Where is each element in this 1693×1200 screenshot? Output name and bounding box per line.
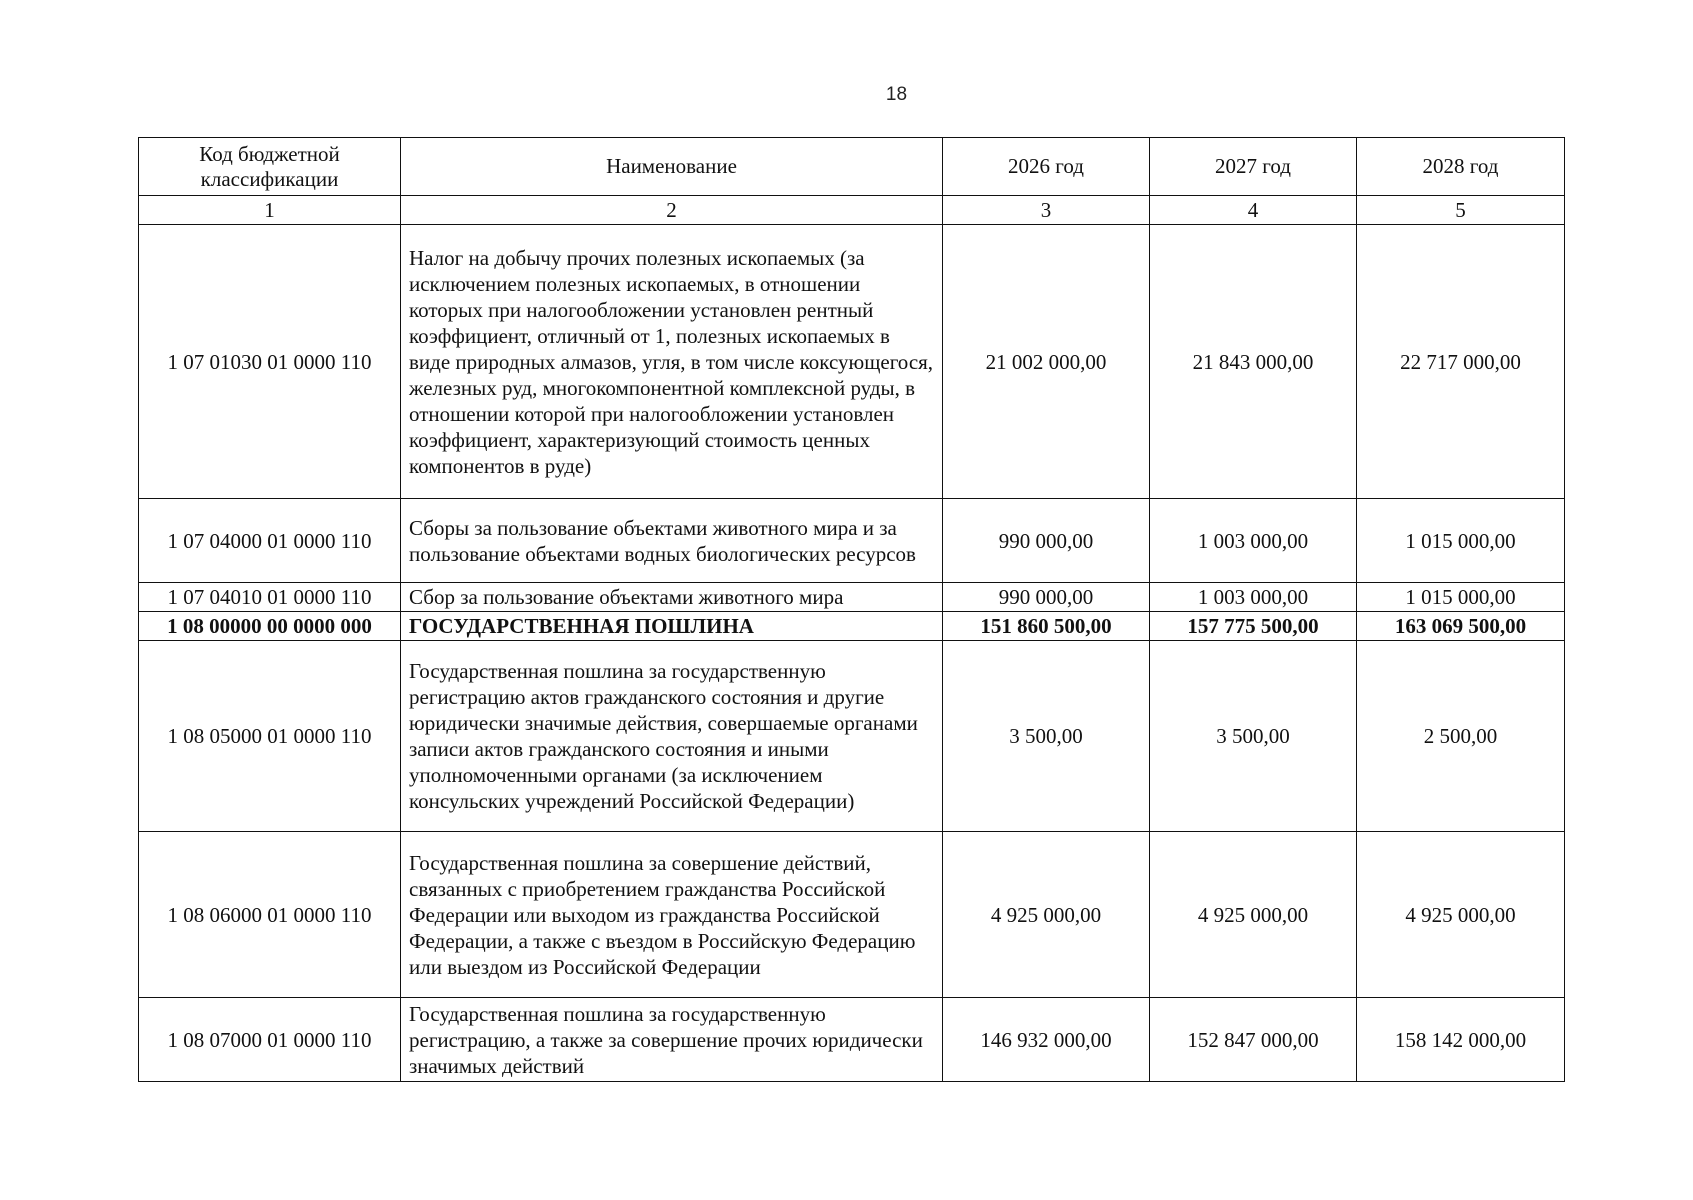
table-row	[139, 641, 1565, 832]
row-code: 1 07 04000 01 0000 110	[139, 499, 401, 583]
row-amount-2028: 1 015 000,00	[1357, 583, 1565, 612]
column-number-row	[139, 196, 1565, 225]
row-amount-2028: 158 142 000,00	[1357, 998, 1565, 1082]
budget-revenue-table	[138, 137, 1565, 1082]
row-name: Государственная пошлина за совершение действий, связанных с приобретением гражданства Российской Федерации или выходом из гражданства Российской Федерации, а также с въездом в Российскую Федерацию или выездом из Российской Федерации	[401, 832, 943, 998]
column-number: 1	[139, 196, 401, 225]
column-number: 3	[943, 196, 1150, 225]
row-name: Государственная пошлина за государственную регистрацию актов гражданского состояния и другие юридически значимые действия, совершаемые органами записи актов гражданского состояния и иными уполномоченными органами (за исключением консульских учреждений Российской Федерации)	[401, 641, 943, 832]
row-amount-2026: 4 925 000,00	[943, 832, 1150, 998]
column-number: 2	[401, 196, 943, 225]
row-name: Государственная пошлина за государственную регистрацию, а также за совершение прочих юридически значимых действий	[401, 998, 943, 1082]
row-amount-2027: 152 847 000,00	[1150, 998, 1357, 1082]
row-name: Сбор за пользование объектами животного мира	[401, 583, 943, 612]
row-amount-2028: 163 069 500,00	[1357, 612, 1565, 641]
row-amount-2027: 157 775 500,00	[1150, 612, 1357, 641]
header-name: Наименование	[401, 138, 943, 196]
row-code: 1 08 05000 01 0000 110	[139, 641, 401, 832]
header-2027: 2027 год	[1150, 138, 1357, 196]
table-row	[139, 583, 1565, 612]
row-amount-2026: 3 500,00	[943, 641, 1150, 832]
row-code: 1 07 04010 01 0000 110	[139, 583, 401, 612]
row-name: Сборы за пользование объектами животного мира и за пользование объектами водных биологических ресурсов	[401, 499, 943, 583]
row-code: 1 08 07000 01 0000 110	[139, 998, 401, 1082]
header-2028: 2028 год	[1357, 138, 1565, 196]
row-name: Налог на добычу прочих полезных ископаемых (за исключением полезных ископаемых, в отношении которых при налогообложении установлен рентный коэффициент, отличный от 1, полезных ископаемых в виде природных алмазов, угля, в том числе коксующегося, железных руд, многокомпонентной комплексной руды, в отношении которой при налогообложении установлен коэффициент, характеризующий стоимость ценных компонентов в руде)	[401, 225, 943, 499]
header-2026: 2026 год	[943, 138, 1150, 196]
table-row	[139, 998, 1565, 1082]
row-amount-2027: 21 843 000,00	[1150, 225, 1357, 499]
row-amount-2027: 1 003 000,00	[1150, 499, 1357, 583]
row-amount-2026: 146 932 000,00	[943, 998, 1150, 1082]
table-row	[139, 225, 1565, 499]
row-amount-2026: 21 002 000,00	[943, 225, 1150, 499]
row-code: 1 08 00000 00 0000 000	[139, 612, 401, 641]
row-amount-2028: 4 925 000,00	[1357, 832, 1565, 998]
table-row	[139, 832, 1565, 998]
column-number: 4	[1150, 196, 1357, 225]
row-name: ГОСУДАРСТВЕННАЯ ПОШЛИНА	[401, 612, 943, 641]
row-amount-2026: 151 860 500,00	[943, 612, 1150, 641]
row-code: 1 08 06000 01 0000 110	[139, 832, 401, 998]
row-amount-2026: 990 000,00	[943, 583, 1150, 612]
row-amount-2027: 3 500,00	[1150, 641, 1357, 832]
row-code: 1 07 01030 01 0000 110	[139, 225, 401, 499]
table-row-total	[139, 612, 1565, 641]
page-number: 18	[885, 84, 908, 105]
header-row	[139, 138, 1565, 196]
row-amount-2027: 1 003 000,00	[1150, 583, 1357, 612]
row-amount-2028: 1 015 000,00	[1357, 499, 1565, 583]
header-code: Код бюджетной классификации	[139, 138, 401, 196]
table-row	[139, 499, 1565, 583]
row-amount-2028: 2 500,00	[1357, 641, 1565, 832]
column-number: 5	[1357, 196, 1565, 225]
row-amount-2027: 4 925 000,00	[1150, 832, 1357, 998]
row-amount-2026: 990 000,00	[943, 499, 1150, 583]
row-amount-2028: 22 717 000,00	[1357, 225, 1565, 499]
